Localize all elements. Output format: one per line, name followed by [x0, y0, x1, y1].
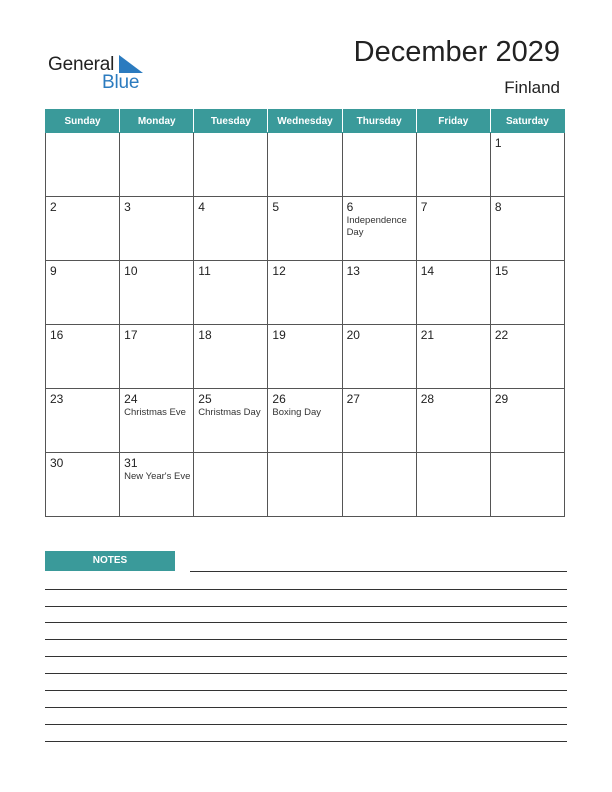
- day-number: 4: [198, 200, 205, 214]
- day-number: 29: [494, 392, 509, 406]
- day-number: 13: [346, 264, 360, 278]
- logo-triangle-icon: [119, 55, 143, 73]
- day-number: 24: [124, 392, 138, 406]
- day-number: 5: [272, 200, 280, 214]
- logo-text-general: General: [48, 54, 115, 75]
- calendar-day-cell: [490, 197, 564, 261]
- calendar-day-cell: [268, 133, 342, 197]
- day-number: 9: [50, 264, 57, 278]
- holiday-label: Christmas Eve: [124, 407, 186, 418]
- note-line: [45, 741, 567, 742]
- calendar-day-cell: [416, 133, 490, 197]
- calendar-day-cell: [490, 453, 564, 517]
- day-number: 19: [272, 328, 286, 342]
- calendar-day-cell: [268, 389, 342, 453]
- calendar-day-cell: [416, 197, 490, 261]
- day-number: 2: [50, 200, 57, 214]
- day-number: 27: [346, 392, 360, 406]
- holiday-label: Christmas Day: [198, 407, 261, 418]
- day-number: 6: [346, 200, 354, 214]
- calendar-day-cell: [46, 453, 120, 517]
- day-number: 15: [494, 264, 509, 278]
- calendar-day-cell: [342, 261, 416, 325]
- calendar-day-cell: [46, 325, 120, 389]
- calendar-day-cell: [490, 325, 564, 389]
- calendar-grid: [45, 109, 565, 517]
- note-line: [45, 606, 567, 607]
- day-number: 10: [124, 264, 138, 278]
- calendar-week-row: [46, 197, 565, 261]
- calendar-week-row: [46, 261, 565, 325]
- calendar-week-row: [46, 325, 565, 389]
- note-line: [45, 589, 567, 590]
- calendar-day-cell: [120, 133, 194, 197]
- day-number: 8: [494, 200, 502, 214]
- day-number: 21: [420, 328, 435, 342]
- weekday-header: Thursday: [342, 110, 416, 133]
- calendar-day-cell: [120, 261, 194, 325]
- weekday-header: Friday: [416, 110, 490, 133]
- calendar-day-cell: [268, 261, 342, 325]
- day-number: 7: [420, 200, 428, 214]
- day-number: 1: [494, 136, 502, 150]
- weekday-header: Saturday: [490, 110, 564, 133]
- day-number: 26: [272, 392, 286, 406]
- calendar-day-cell: [194, 389, 268, 453]
- holiday-label: Boxing Day: [272, 407, 322, 418]
- logo-text-blue: Blue: [102, 72, 140, 93]
- calendar-day-cell: [120, 197, 194, 261]
- day-number: 25: [198, 392, 212, 406]
- day-number: 23: [50, 392, 64, 406]
- country-label: Finland: [504, 78, 560, 97]
- calendar-day-cell: [46, 197, 120, 261]
- holiday-label: Independence Day: [346, 215, 407, 238]
- calendar-day-cell: [342, 389, 416, 453]
- calendar-day-cell: [120, 389, 194, 453]
- day-number: 31: [124, 456, 138, 470]
- calendar-day-cell: [120, 325, 194, 389]
- page-title: December 2029: [353, 36, 560, 68]
- calendar-day-cell: [416, 453, 490, 517]
- day-number: 18: [198, 328, 212, 342]
- calendar-day-cell: [490, 261, 564, 325]
- day-number: 3: [124, 200, 131, 214]
- calendar-day-cell: [120, 453, 194, 517]
- weekday-header-row: [46, 110, 565, 133]
- calendar-day-cell: [416, 261, 490, 325]
- calendar-day-cell: [194, 325, 268, 389]
- day-number: 28: [420, 392, 435, 406]
- calendar-day-cell: [194, 453, 268, 517]
- day-number: 14: [420, 264, 435, 278]
- weekday-header: Wednesday: [268, 110, 342, 133]
- day-number: 12: [272, 264, 286, 278]
- calendar-day-cell: [46, 261, 120, 325]
- note-line: [45, 656, 567, 657]
- calendar-day-cell: [342, 133, 416, 197]
- calendar-day-cell: [416, 325, 490, 389]
- calendar-day-cell: [268, 197, 342, 261]
- day-number: 20: [346, 328, 360, 342]
- notes-label: NOTES: [45, 551, 175, 571]
- note-line: [45, 690, 567, 691]
- note-line: [45, 724, 567, 725]
- calendar-day-cell: [194, 133, 268, 197]
- note-line: [190, 571, 567, 572]
- note-line: [45, 673, 567, 674]
- calendar-week-row: [46, 389, 565, 453]
- calendar-day-cell: [268, 325, 342, 389]
- calendar-day-cell: [490, 133, 564, 197]
- calendar-day-cell: [342, 325, 416, 389]
- calendar-day-cell: [342, 197, 416, 261]
- note-line: [45, 639, 567, 640]
- day-number: 16: [50, 328, 64, 342]
- weekday-header: Monday: [120, 110, 194, 133]
- logo: [48, 52, 158, 94]
- calendar-day-cell: [194, 261, 268, 325]
- day-number: 30: [50, 456, 64, 470]
- calendar-day-cell: [194, 197, 268, 261]
- calendar-day-cell: [490, 389, 564, 453]
- day-number: 11: [198, 264, 211, 278]
- weekday-header: Sunday: [46, 110, 120, 133]
- calendar-day-cell: [342, 453, 416, 517]
- weekday-header: Tuesday: [194, 110, 268, 133]
- calendar-day-cell: [46, 389, 120, 453]
- day-number: 22: [494, 328, 509, 342]
- calendar-day-cell: [416, 389, 490, 453]
- day-number: 17: [124, 328, 138, 342]
- calendar-week-row: [46, 453, 565, 517]
- calendar-day-cell: [46, 133, 120, 197]
- note-line: [45, 707, 567, 708]
- holiday-label: New Year's Eve: [124, 471, 191, 482]
- calendar-week-row: [46, 133, 565, 197]
- calendar-day-cell: [268, 453, 342, 517]
- note-line: [45, 622, 567, 623]
